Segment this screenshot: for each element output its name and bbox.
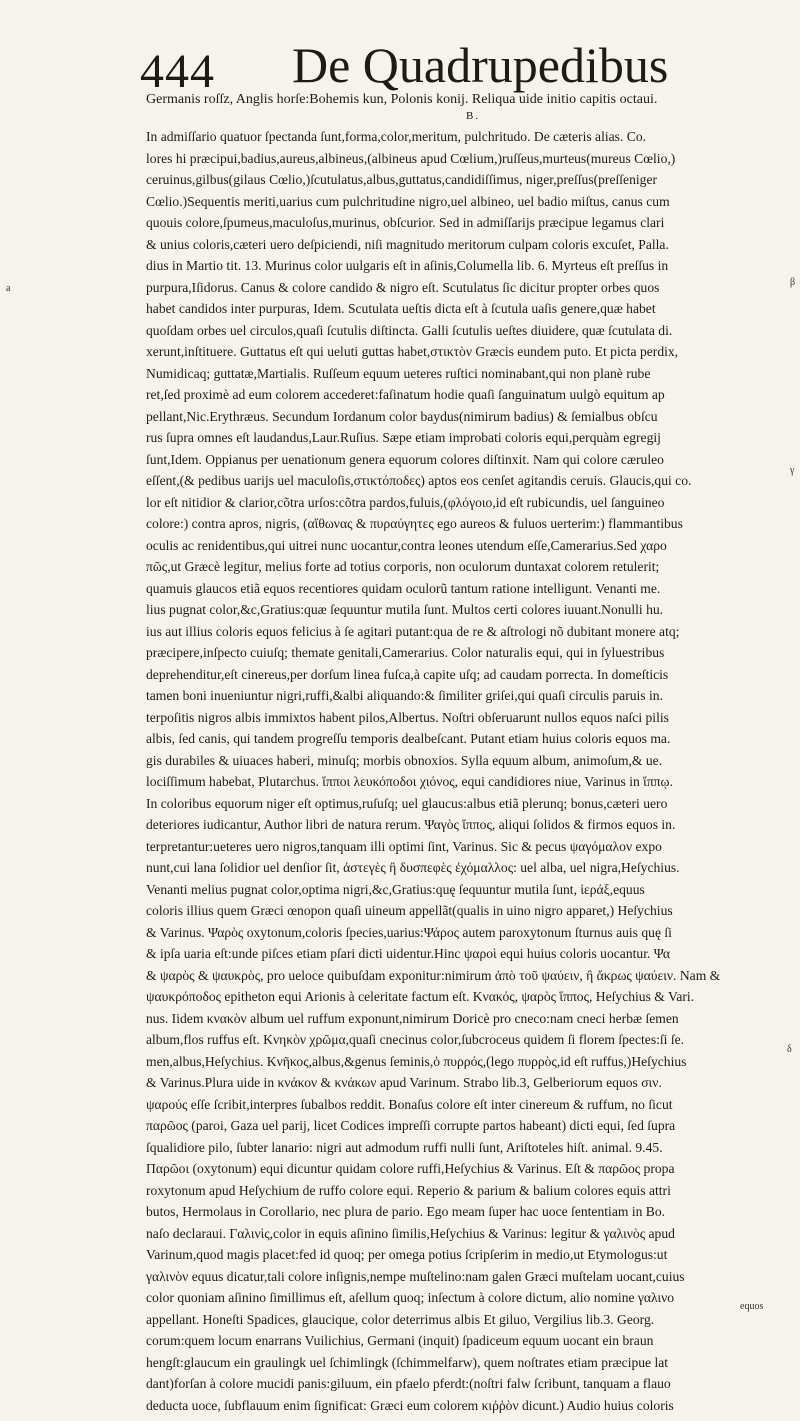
page-number: 444: [140, 45, 215, 98]
opening-line: Germanis roſſz, Anglis horſe:Bohemis kun, Polonis konij. Reliqua uide initio capitis octaui.: [146, 92, 658, 107]
section-mark: B.: [466, 110, 481, 122]
text-line: dius in Martio tit. 13. Murinus color uulgaris eſt in aſinis,Columella lib. 6. Myrteus eſt preſſus in: [146, 258, 669, 273]
text-line: purpura,Iſidorus. Canus & colore candido & nigro eſt. Scutulatus ſic dicitur propter orbes quos: [146, 279, 660, 295]
text-line: ſqualidiore pilo, ſubter lanario: nigri aut admodum ruffi nulli ſunt, Ariſtoteles hiſt. animal. 9.45.: [146, 1139, 663, 1155]
text-line: hengſt:glaucum ein graulingk uel ſchimlingk (ſchimmelfarw), quem noſtrates etiam præcipue lat: [146, 1354, 669, 1370]
text-line: ret,ſed proximè ad eum colorem accederet:faſinatum hodie quaſi ſanguinatum uulgò equitum ap: [146, 387, 665, 402]
text-line: terpoſitis nigros albis immixtos habent pilos,Albertus. Noſtri obſeruarunt nullos equos naſci pilis: [146, 709, 669, 725]
text-line: lor eſt nitidior & clarior,cõtra urſos:cõtra pardos,fuluis,(φλόγοιο,id eſt rubicundis, uel ſanguineo: [146, 494, 665, 510]
text-line: rus ſupra omnes eſt laudandus,Laur.Ruſius. Sæpe etiam improbati coloris equi,perquàm egregij: [146, 430, 661, 445]
text-line: butos, Hermolaus in Corollario, nec plura de pario. Ego meam ſuper hac uoce ſententiam in Bo.: [146, 1204, 666, 1219]
text-line: ſunt,Idem. Oppianus per uenationum genera equorum colores diſtinxit. Nam qui colore cæruleo: [146, 451, 664, 467]
text-line: albis, ſed canis, qui tandem progreſſu temporis dealbeſcant. Putant etiam huius coloris equos ma.: [146, 731, 671, 746]
text-line: Venanti melius pugnat color,optima nigri,&c,Gratius:quę ſequuntur mutila ſunt, ἱεράξ,equus: [146, 881, 645, 897]
text-line: quoſdam orbes uel circulos,quaſi ſcutulis diſtincta. Galli ſcutulis ueſtes diuidere, quæ ſcutulata di.: [146, 322, 673, 338]
text-line: præcipere,inſpecto cuiuſq; themate genitali,Camerarius. Color naturalis equi, qui in ſyluestribus: [146, 645, 665, 660]
text-line: In admiſſario quatuor ſpectanda ſunt,forma,color,meritum, pulchritudo. De cæteris alias. Co.: [146, 129, 647, 144]
text-line: Varinum,quod magis placet:fed id quoq; per omega potius ſcripſerim in medio,ut Etymologus:ut: [146, 1247, 668, 1262]
text-line: & ψαρὸς & ψαυκρὸς, pro ueloce quibuſdam exponitur:nimirum ἀπὸ τοῦ ψαύειν, ἢ ἄκρως ψαύειν. Nam &: [146, 967, 721, 983]
text-line: oculis ac renidentibus,qui uitrei nunc uocantur,contra leones utendum eſſe,Camerarius.Sed χαρο: [146, 537, 667, 553]
text-line: naſo declaraui. Γαλινὶς,color in equis aſinino ſimilis,Heſychius & Varinus: legitur & γαλινὸς apud: [146, 1225, 675, 1241]
text-line: gis durabiles & uiuaces haberi, minuſq; morbis obnoxios. Sylla equum album, animoſum,& ue.: [146, 752, 663, 768]
margin-note: γ: [790, 465, 795, 476]
text-line: ius aut illius coloris equos felicius à ſe agitari putant:qua de re & aſtrologi nõ dubitant monere atq;: [146, 623, 680, 639]
text-line: lores hi præcipui,badius,aureus,albineus,(albineus apud Cœlium,)ruſſeus,murteus(mureus Cœlio,): [146, 150, 676, 166]
text-line: xerunt,inſtituere. Guttatus eſt qui ueluti guttas habet,στικτὸν Græcis eundem puto. Et picta perdix,: [146, 344, 679, 359]
margin-note: δ: [787, 1044, 792, 1055]
text-line: eſſent,(& pedibus uarijs uel maculoſis,στικτόποδες) aptos eos cenſet agitandis ceruis. Glaucis,qui co.: [146, 473, 692, 488]
text-line: παρῶος (paroi, Gaza uel parij, licet Codices impreſſi corrupte partos habeant) dicti equi, ſed ſupra: [146, 1118, 676, 1133]
text-line: habet candidos inter purpuras, Idem. Scutulata ueſtis dicta eſt à ſcutula uaſis genere,quæ habet: [146, 301, 656, 316]
text-line: color quoniam aſinino ſimillimus eſt, aſellum quoq; inſectum à colore dictum, alio nomine γαλινο: [146, 1290, 675, 1305]
text-line: appellant. Honeſti Spadices, glaucique, color deterrimus albis Et giluo, Vergilius lib.3. Georg.: [146, 1311, 655, 1327]
text-line: Cœlio.)Sequentis meriti,uarius cum pulchritudine nigro,uel albineo, uel badio miſtus, canus cum: [146, 193, 670, 209]
body-text: [146, 126, 786, 1416]
text-line: Numidicaq; guttatæ,Martialis. Ruſſeum equum ueteres ruſtici nominabant,qui non planè rube: [146, 365, 651, 381]
text-line: & Varinus. Ψαρὸς oxytonum,coloris ſpecies,uarius:Ψάρος autem paroxytonum ſturnus auis quę ſi: [146, 924, 672, 940]
text-line: ψαυκρόποδος epitheton equi Arionis à celeritate factum eſt. Κνακός, ψαρὸς ἵππος, Heſychius & Vari.: [146, 989, 695, 1004]
text-line: quouis colore,ſpumeus,maculoſus,murinus, obſcurior. Sed in admiſſarijs præcipue legamus clari: [146, 215, 665, 230]
running-title: De Quadrupedibus: [292, 37, 669, 93]
text-line: ceruinus,gilbus(gilaus Cœlio,)ſcutulatus,albus,guttatus,candidiſſimus, niger,preſſus(preſſeniger: [146, 172, 658, 187]
text-line: pellant,Nic.Erythræus. Secundum Iordanum color baydus(nimirum badius) & ſemialbus obſcu: [146, 408, 658, 424]
text-line: roxytonum apud Heſychium de ruffo colore equi. Reperio & parium & balium colores equis attri: [146, 1182, 671, 1198]
text-line: nus. Iidem κνακὸν album uel ruffum exponunt,nimirum Doricè pro cneco:nam cneci herbæ ſemen: [146, 1010, 679, 1026]
text-line: & Varinus.Plura uide in κνάκον & κνάκων apud Varinum. Strabo lib.3, Gelberiorum equos σιν.: [146, 1075, 662, 1090]
text-line: γαλινὸν equus dicatur,tali colore inſignis,nempe muſtelino:nam galen Græci muſtelam uocant,cuius: [146, 1268, 685, 1284]
text-line: In coloribus equorum niger eſt optimus,ruſuſq; uel glaucus:albus etiã plerunq; bonus,cæteri uero: [146, 795, 668, 811]
text-line: & unius coloris,cæteri uero deſpiciendi, niſi magnitudo meritorum culpam coloris excuſet, Palla.: [146, 236, 669, 252]
text-line: πῶς,ut Græcè legitur, melius forte ad totius corporis, non oculorum duntaxat colorem retulerit;: [146, 559, 660, 574]
text-line: Παρῶοι (oxytonum) equi dicuntur quidam colore ruffi,Heſychius & Varinus. Eſt & παρῶος propa: [146, 1161, 675, 1176]
text-line: colore:) contra apros, nigris, (αἴθωνας & πυραύγητες ego aureos & fuluos uerterim:) flammantibus: [146, 516, 683, 531]
text-line: deducta uoce, ſubflauum enim ſignificat: Græci eum colorem κιῤῥὸν dicunt.) Audio huius coloris: [146, 1397, 674, 1413]
text-line: dant)forſan à colore mucidi panis:giluum, ein pfaelo pferdt:(noſtri falw ſcribunt, tanquam a flauo: [146, 1376, 671, 1391]
text-line: album,flos ruffus eſt. Κνηκὸν χρῶμα,quaſi cnecinus color,ſubcroceus quidem ſi florem ſpectes:ſi ſe.: [146, 1032, 685, 1047]
text-line: lociſſimum habebat, Plutarchus. ἵπποι λευκόποδοι χιόνος, equi candidiores niue, Varinus in ἵππῳ.: [146, 774, 673, 789]
text-line: terpretantur:ueteres uero nigros,tanquam illi optimi ſint, Varinus. Sic & pecus ψαγόμαλον expo: [146, 838, 662, 854]
text-line: tamen boni inueniuntur nigri,ruffi,&albi aliquando:& ſimiliter griſei,qui quaſi circulis paruis in.: [146, 688, 663, 703]
text-line: deprehenditur,eſt cinereus,per dorſum linea fuſca,à capite uſq; ad caudam porrecta. In domeſticis: [146, 666, 669, 682]
text-line: men,albus,Heſychius. Κνῆκος,albus,&genus ſeminis,ὁ πυρρός,(lego πυρρὸς,id eſt ruffus,)Heſychius: [146, 1053, 687, 1069]
text-line: deteriores iudicantur, Author libri de natura rerum. Ψαγὸς ἵππος, aliqui ſolidos & firmos equos in.: [146, 817, 676, 832]
text-line: coloris illius quem Græci œnopon quaſi uineum appellãt(qualis in uino nigro apparet,) Heſychius: [146, 903, 673, 918]
text-line: nunt,cui lana ſolidior uel denſior ſit, ἀστεγὲς ἢ δυσπεφὲς ἐχόμαλλος: uel alba, uel nigra,Heſychius.: [146, 860, 680, 875]
catchword: equos: [740, 1301, 764, 1312]
text-line: lius pugnat color,&c,Gratius:quæ ſequuntur mutila ſunt. Multos certi colores iuuant.Nonulli hu.: [146, 602, 664, 617]
margin-note: β: [790, 277, 796, 288]
text-line: & ipſa uaria eſt:unde piſces etiam pſari dicti uidentur.Hinc ψαροὶ equi huius coloris uocantur. Ψα: [146, 946, 671, 961]
margin-note: a: [6, 283, 11, 294]
text-line: quamuis glaucos etiã equos recentiores quidam oculorũ tantum ratione intelligunt. Venanti me.: [146, 580, 661, 596]
text-line: corum:quem locum enarrans Vuilichius, Germani (inquit) ſpadiceum equum uocant ein braun: [146, 1333, 654, 1348]
text-line: ψαρούς eſſe ſcribit,interpres ſubalbos reddit. Bonaſus colore eſt inter cinereum & ruffum, no ſicut: [146, 1096, 673, 1112]
